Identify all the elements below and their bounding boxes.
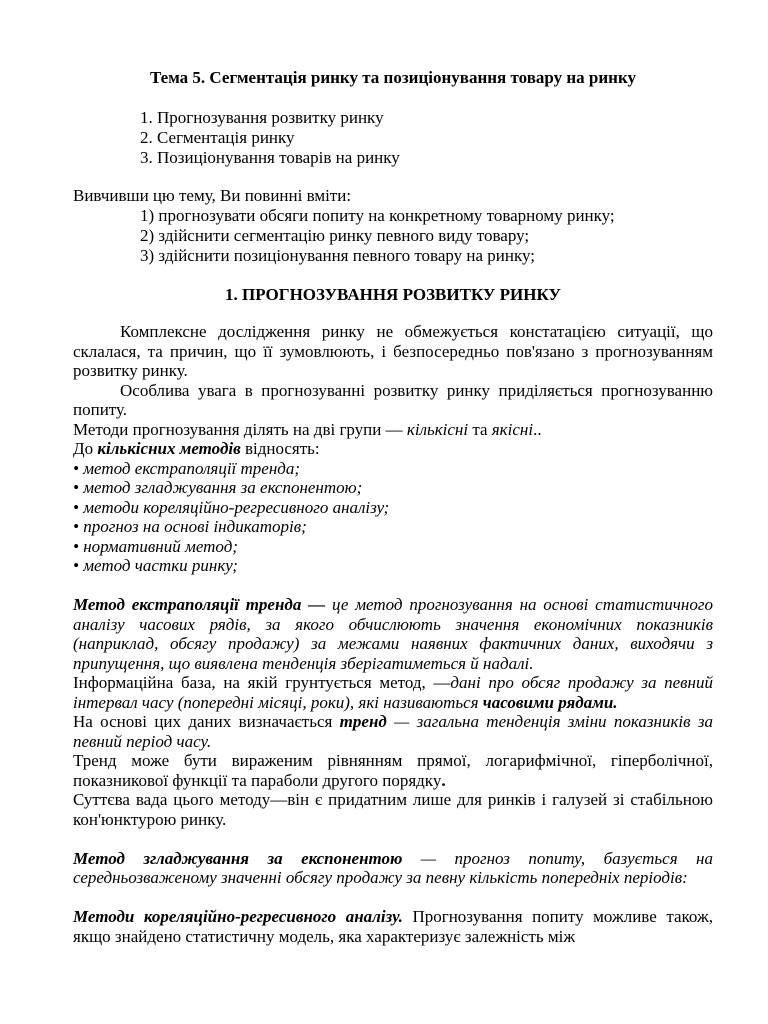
text-run: відносять: [240,439,320,458]
intro-text: Вивчивши цю тему, Ви повинні вміти: [73,186,352,205]
text-run: кількісні [406,419,469,439]
definition: — прогноз попиту, базується на середньозваженому значенні обсягу продажу за певну кількість попередніх періодів: [73,848,713,887]
term: Метод екстраполяції тренда — [73,595,326,614]
skill-item: 2) здійснити сегментацію ринку певного виду товару; [140,226,530,245]
text-run: .. [533,419,542,439]
paragraph: Комплексне дослідження ринку не обмежується констатацією ситуації, що склалася, та причин, що її зумовлюють, і безпосередньо пов'язано з прогнозуванням розвитку ринку. [73,322,713,380]
list-item: • нормативний метод; [73,536,238,556]
term: Метод згладжування за експонентою [73,848,403,868]
text-run: якісні [491,419,534,439]
list-item: • метод частки ринку; [73,556,238,575]
topic-item: 2. Сегментація ринку [140,128,295,147]
topics-list [140,108,400,168]
topic-item: 1. Прогнозування розвитку ринку [140,108,384,127]
text-run: та [468,419,492,439]
text-run: До [73,439,98,458]
paragraph [73,849,713,888]
spacer [73,576,713,596]
list-item: • метод екстраполяції тренда; [73,458,301,478]
text-run: кількісних методів [97,439,241,458]
text-run: дані про обсяг продажу за певний інтервал часу (попередні місяці, роки), які називаються [73,673,713,712]
page-title: Тема 5. Сегментація ринку та позиціонування товару на ринку [149,68,637,87]
text-run: . [441,770,446,790]
paragraph [73,595,713,673]
list-item: • методи кореляційно-регресивного аналізу; [73,497,390,517]
definition: це метод прогнозування на основі статистичного аналізу часових рядів, за якого обчислюють значення економічних показників (наприклад, обсягу продажу) за межами наявних фактичних даних, виходячи з припущення, що виявлена тенденція зберігатиметься й надалі. [73,595,713,673]
text-run: тренд [339,712,387,731]
paragraph [73,673,713,712]
text-run: Методи прогнозування ділять на дві групи — [73,419,407,439]
list-item: • прогноз на основі індикаторів; [73,517,307,536]
body-text [73,322,713,946]
topic-item: 3. Позиціонування товарів на ринку [140,148,400,167]
paragraph: Особлива увага в прогнозуванні розвитку ринку приділяється прогнозуванню попиту. [73,380,713,419]
skill-item: 3) здійснити позиціонування певного товару на ринку; [140,246,536,265]
text-run: — загальна тенденція зміни показників за певний період часу. [73,712,713,751]
spacer [73,888,713,908]
paragraph [73,751,713,790]
section-heading: 1. ПРОГНОЗУВАННЯ РОЗВИТКУ РИНКУ [225,285,561,304]
paragraph [73,420,713,440]
list-item: • метод згладжування за експонентою; [73,478,363,497]
text-run: Інформаційна база, на якій грунтується метод, — [73,673,451,692]
definition: Прогнозування попиту можливе також, якщо знайдено статистичну модель, яка характеризує залежність між [73,907,713,946]
skills-list [140,206,615,266]
paragraph: Суттєва вада цього методу—він є придатним лише для ринків і галузей зі стабільною кон'юнктурою ринку. [73,790,713,829]
text-run: Тренд може бути вираженим рівнянням прямої, логарифмічної, гіперболічної, показникової функції та параболи другого порядку [73,751,713,790]
spacer [73,829,713,849]
term: Методи кореляційно-регресивного аналізу. [73,907,403,926]
paragraph [73,712,713,751]
methods-list [73,459,713,576]
paragraph [73,439,713,459]
skill-item: 1) прогнозувати обсяги попиту на конкретному товарному ринку; [140,206,615,225]
text-run: На основі цих даних визначається [73,712,340,731]
paragraph [73,907,713,946]
text-run: часовими рядами. [482,692,618,712]
